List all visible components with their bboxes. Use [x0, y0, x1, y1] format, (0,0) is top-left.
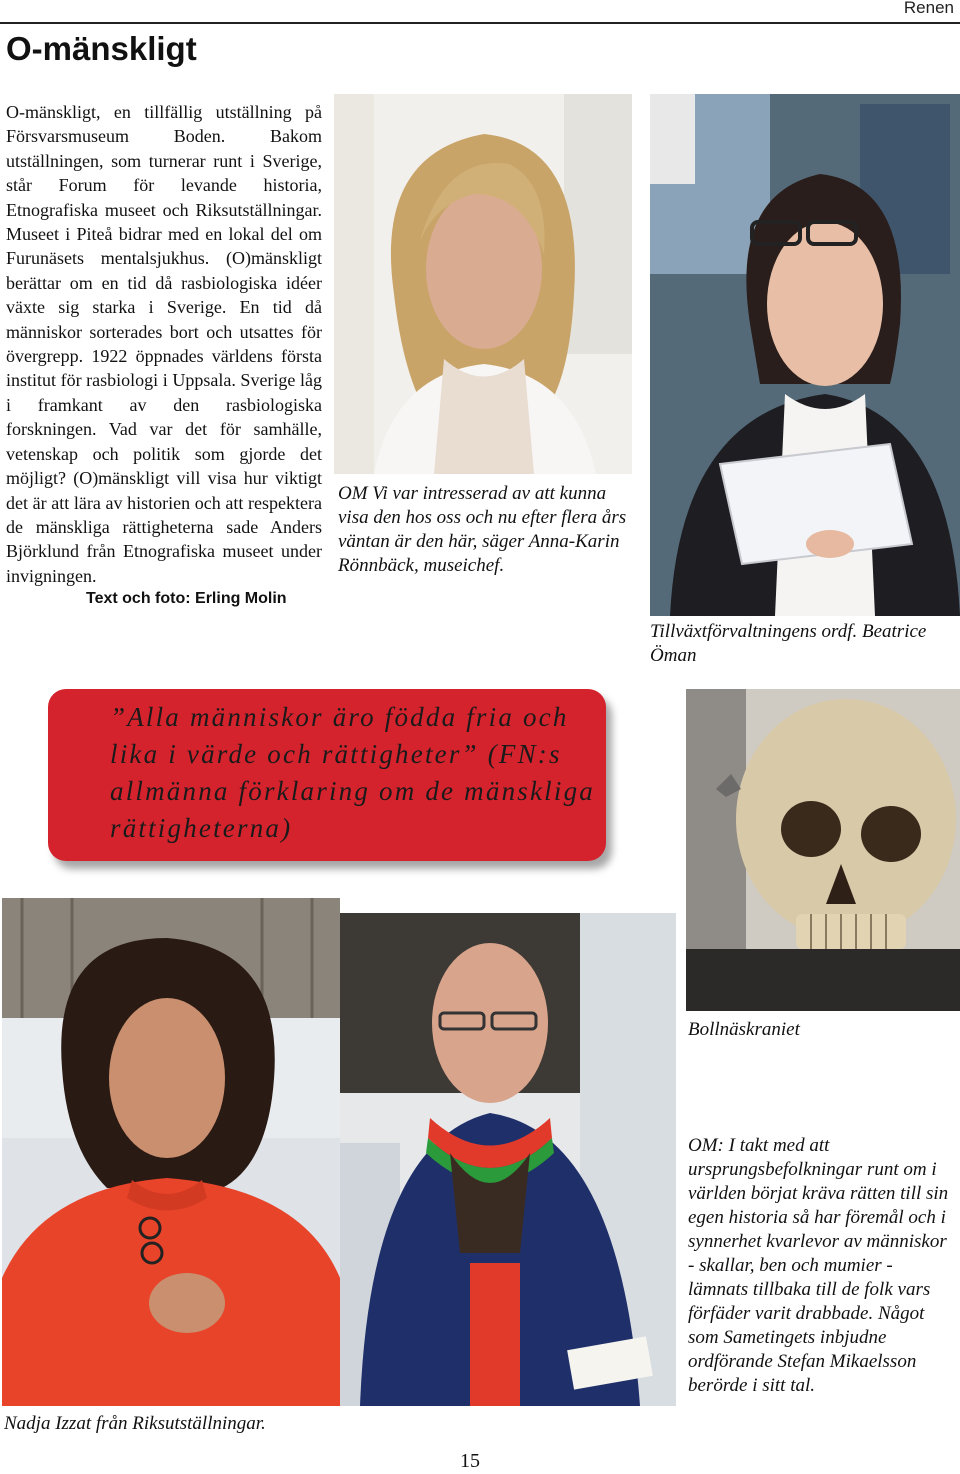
photo-anna-karin [334, 94, 632, 474]
caption-skull: Bollnäskraniet [688, 1019, 800, 1040]
page-number: 15 [460, 1450, 480, 1472]
caption-beatrice: Tillväxtförvaltningens ordf. Beatrice Öman [650, 621, 927, 666]
running-header: Renen [903, 0, 954, 17]
photo-nadja [2, 898, 340, 1406]
caption-nadja: Nadja Izzat från Riksutställningar. [4, 1413, 266, 1434]
caption-anna-karin: OM Vi var intresserad av att kunna visa den hos oss och nu efter flera års väntan är den här, säger Anna-Karin Rönnbäck, museichef. [338, 483, 627, 576]
header-rule [0, 22, 960, 24]
photo-stefan [340, 913, 676, 1406]
quote-box [48, 689, 606, 861]
byline: Text och foto: Erling Molin [86, 590, 287, 607]
photo-skull [686, 689, 960, 1011]
photo-beatrice [650, 94, 960, 616]
article-title: O-mänskligt [6, 30, 197, 67]
quote-text: ”Alla människor äro födda fria och lika i värde och rättigheter” (FN:s allmänna förklaring om de mänskliga rättigheterna) [110, 702, 595, 843]
caption-stefan: OM: I takt med att ursprungsbefolkningar runt om i världen börjat kräva rätten till sin egen historia så har föremål och i synnerhet kvarlevor av människor - skallar, ben och mumier - lämnats tillbaka till de folk vars förfäder varit drabbade. Något som Sametingets inbjudne ordförande Stefan Mikaelsson berörde i sitt tal. [688, 1135, 949, 1396]
article-body: O-mänskligt, en tillfällig utställning på Försvarsmuseum Boden. Bakom utställningen, som turnerar runt i Sverige, står Forum för levande historia, Etnografiska museet och Riksutställningar. Museet i Piteå bidrar med en lokal del om Furunäsets mentalsjukhus. (O)mänskligt berättar om en tid då rasbiologiska idéer växte sig starka i Sverige. En tid då människor sorterades bort och utsattes för övergrepp. 1922 öppnades världens första institut för rasbiologi i Uppsala. Sverige låg i framkant av den rasbiologiska forskningen. Vad var det för samhälle, vetenskap och politik som gjorde det möjligt? (O)mänskligt vill visa hur viktigt det är att lära av historien och att respektera de mänskliga rättigheterna sade Anders Björklund från Etnografiska museet under invigningen. [6, 102, 322, 586]
